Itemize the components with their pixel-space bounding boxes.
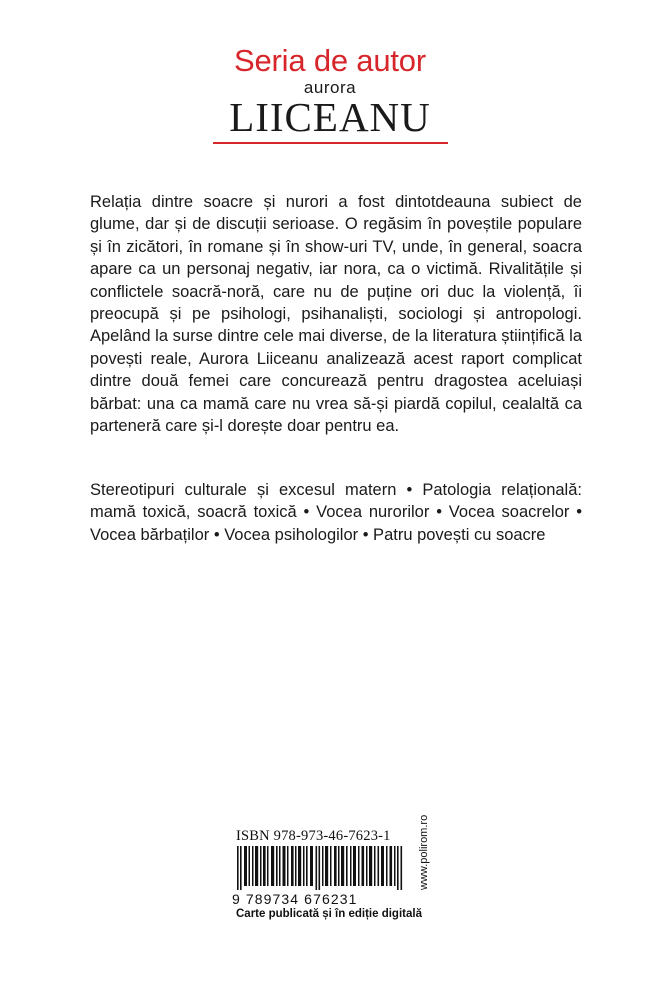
barcode-digits: 9 789734 676231 bbox=[232, 891, 358, 907]
barcode-icon bbox=[236, 846, 406, 890]
author-first-name: aurora bbox=[303, 78, 357, 97]
digital-edition-note: Carte publicată și în ediție digitală bbox=[236, 908, 422, 920]
series-title: Seria de autor bbox=[234, 43, 426, 78]
series-divider bbox=[213, 142, 448, 144]
series-header bbox=[0, 44, 660, 138]
author-last-name: LIICEANU bbox=[229, 94, 431, 140]
publisher-website: www.polirom.ro bbox=[418, 814, 430, 890]
book-blurb: Relația dintre soacre și nurori a fost dintotdeauna subiect de glume, dar și de discuții serioase. O regăsim în poveștile populare și în zicători, în romane și în show-uri TV, unde, în general, soacra apare ca un personaj negativ, iar nora, ca o victimă. Rivalitățile și conflictele soacră-noră, care nu de puține ori duc la violență, îi preocupă și pe psihologi, psihanaliști, sociologi și antropologi. Apelând la surse dintre cele mai diverse, de la literatura științifică la povești reale, Aurora Liiceanu analizează acest raport complicat dintre două femei care concurează pentru dragostea aceluiași bărbat: una ca mamă care nu vrea să-și piardă copilul, cealaltă ca parteneră care și-l dorește doar pentru ea. bbox=[90, 193, 582, 436]
book-topics: Stereotipuri culturale și excesul matern • Patologia relațională: mamă toxică, soacră toxică • Vocea nurorilor • Vocea soacrelor • Vocea bărbaților • Vocea psihologilor • Patru povești cu soacre bbox=[90, 481, 582, 544]
isbn-label: ISBN 978-973-46-7623-1 bbox=[236, 828, 391, 844]
